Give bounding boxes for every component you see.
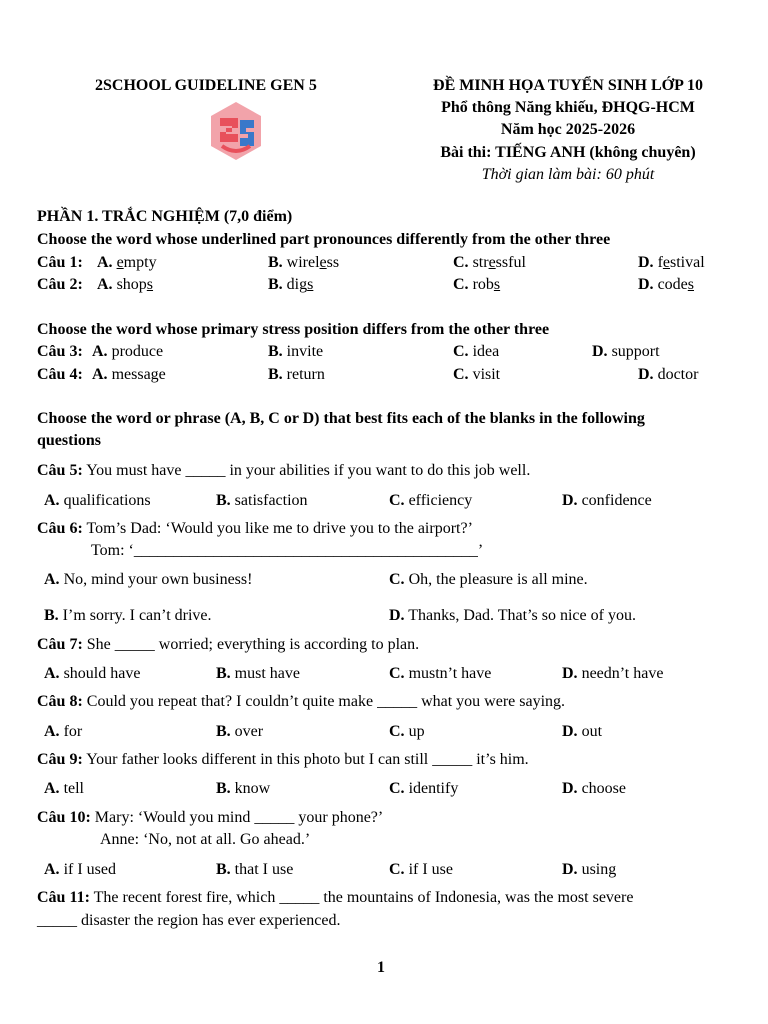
option-d[interactable]: D. codes [638,276,694,293]
option-b[interactable]: B. know [216,780,271,797]
option-c[interactable]: C. if I use [389,861,453,878]
option-c[interactable]: C. mustn’t have [389,665,492,682]
2s-logo [208,100,264,162]
option-a[interactable]: A. shops [97,276,154,293]
part-title: PHẦN 1. TRẮC NGHIỆM (7,0 điểm) [37,208,293,225]
question-stem: Câu 9: Your father looks different in this photo but I can still _____ it’s him. [37,751,529,768]
question-number: Câu 4: [37,366,83,383]
option-c[interactable]: C. efficiency [389,492,473,509]
section-instructions-cont: questions [37,432,102,449]
section-instructions: Choose the word whose primary stress position differs from the other three [37,321,550,338]
option-d[interactable]: D. confidence [562,492,652,509]
option-a[interactable]: A. should have [44,665,141,682]
section-instructions: Choose the word or phrase (A, B, C or D) that best fits each of the blanks in the following [37,410,645,427]
option-c[interactable]: C. idea [453,343,500,360]
option-b[interactable]: B. return [268,366,325,383]
option-a[interactable]: A. for [44,723,83,740]
option-d[interactable]: D. choose [562,780,626,797]
school-year: Năm học 2025-2026 [500,121,636,138]
option-a[interactable]: A. produce [92,343,164,360]
option-c[interactable]: C. identify [389,780,459,797]
option-b[interactable]: B. over [216,723,264,740]
option-d[interactable]: D. doctor [638,366,699,383]
question-stem: Câu 11: The recent forest fire, which _____ the mountains of Indonesia, was the most severe [37,889,634,906]
answer-line: Tom: ‘___________________________________________’ [91,542,484,559]
option-d[interactable]: D. Thanks, Dad. That’s so nice of you. [389,607,636,624]
option-c[interactable]: C. visit [453,366,501,383]
question-number: Câu 2: [37,276,83,293]
question-stem-cont: _____ disaster the region has ever experienced. [37,912,341,929]
question-number: Câu 1: [37,254,83,271]
dialogue-line: Anne: ‘No, not at all. Go ahead.’ [100,831,311,848]
option-c[interactable]: C. robs [453,276,501,293]
exam-subject: Bài thi: TIẾNG ANH (không chuyên) [440,144,696,161]
option-b[interactable]: B. invite [268,343,324,360]
option-b[interactable]: B. that I use [216,861,294,878]
option-b[interactable]: B. wireless [268,254,340,271]
option-a[interactable]: A. message [92,366,166,383]
option-a[interactable]: A. qualifications [44,492,151,509]
option-d[interactable]: D. out [562,723,603,740]
question-stem: Câu 5: You must have _____ in your abilities if you want to do this job well. [37,462,531,479]
option-d[interactable]: D. needn’t have [562,665,664,682]
option-a[interactable]: A. No, mind your own business! [44,571,253,588]
question-stem: Câu 10: Mary: ‘Would you mind _____ your phone?’ [37,809,384,826]
option-b[interactable]: B. digs [268,276,314,293]
option-b[interactable]: B. I’m sorry. I can’t drive. [44,607,212,624]
option-d[interactable]: D. festival [638,254,705,271]
option-a[interactable]: A. if I used [44,861,116,878]
section-instructions: Choose the word whose underlined part pronounces differently from the other three [37,231,611,248]
question-stem: Câu 7: She _____ worried; everything is according to plan. [37,636,420,653]
option-a[interactable]: A. empty [97,254,157,271]
question-number: Câu 3: [37,343,83,360]
option-c[interactable]: C. stressful [453,254,526,271]
school-name: Phổ thông Năng khiếu, ĐHQG-HCM [441,99,695,116]
question-stem: Câu 6: Tom’s Dad: ‘Would you like me to drive you to the airport?’ [37,520,473,537]
option-b[interactable]: B. must have [216,665,300,682]
exam-time: Thời gian làm bài: 60 phút [481,166,655,183]
page-number: 1 [377,959,385,976]
option-a[interactable]: A. tell [44,780,84,797]
question-stem: Câu 8: Could you repeat that? I couldn’t quite make _____ what you were saying. [37,693,566,710]
org-name: 2SCHOOL GUIDELINE GEN 5 [95,77,317,94]
option-d[interactable]: D. support [592,343,660,360]
option-b[interactable]: B. satisfaction [216,492,308,509]
option-d[interactable]: D. using [562,861,617,878]
option-c[interactable]: C. Oh, the pleasure is all mine. [389,571,588,588]
exam-title: ĐỀ MINH HỌA TUYỂN SINH LỚP 10 [433,77,703,94]
option-c[interactable]: C. up [389,723,425,740]
